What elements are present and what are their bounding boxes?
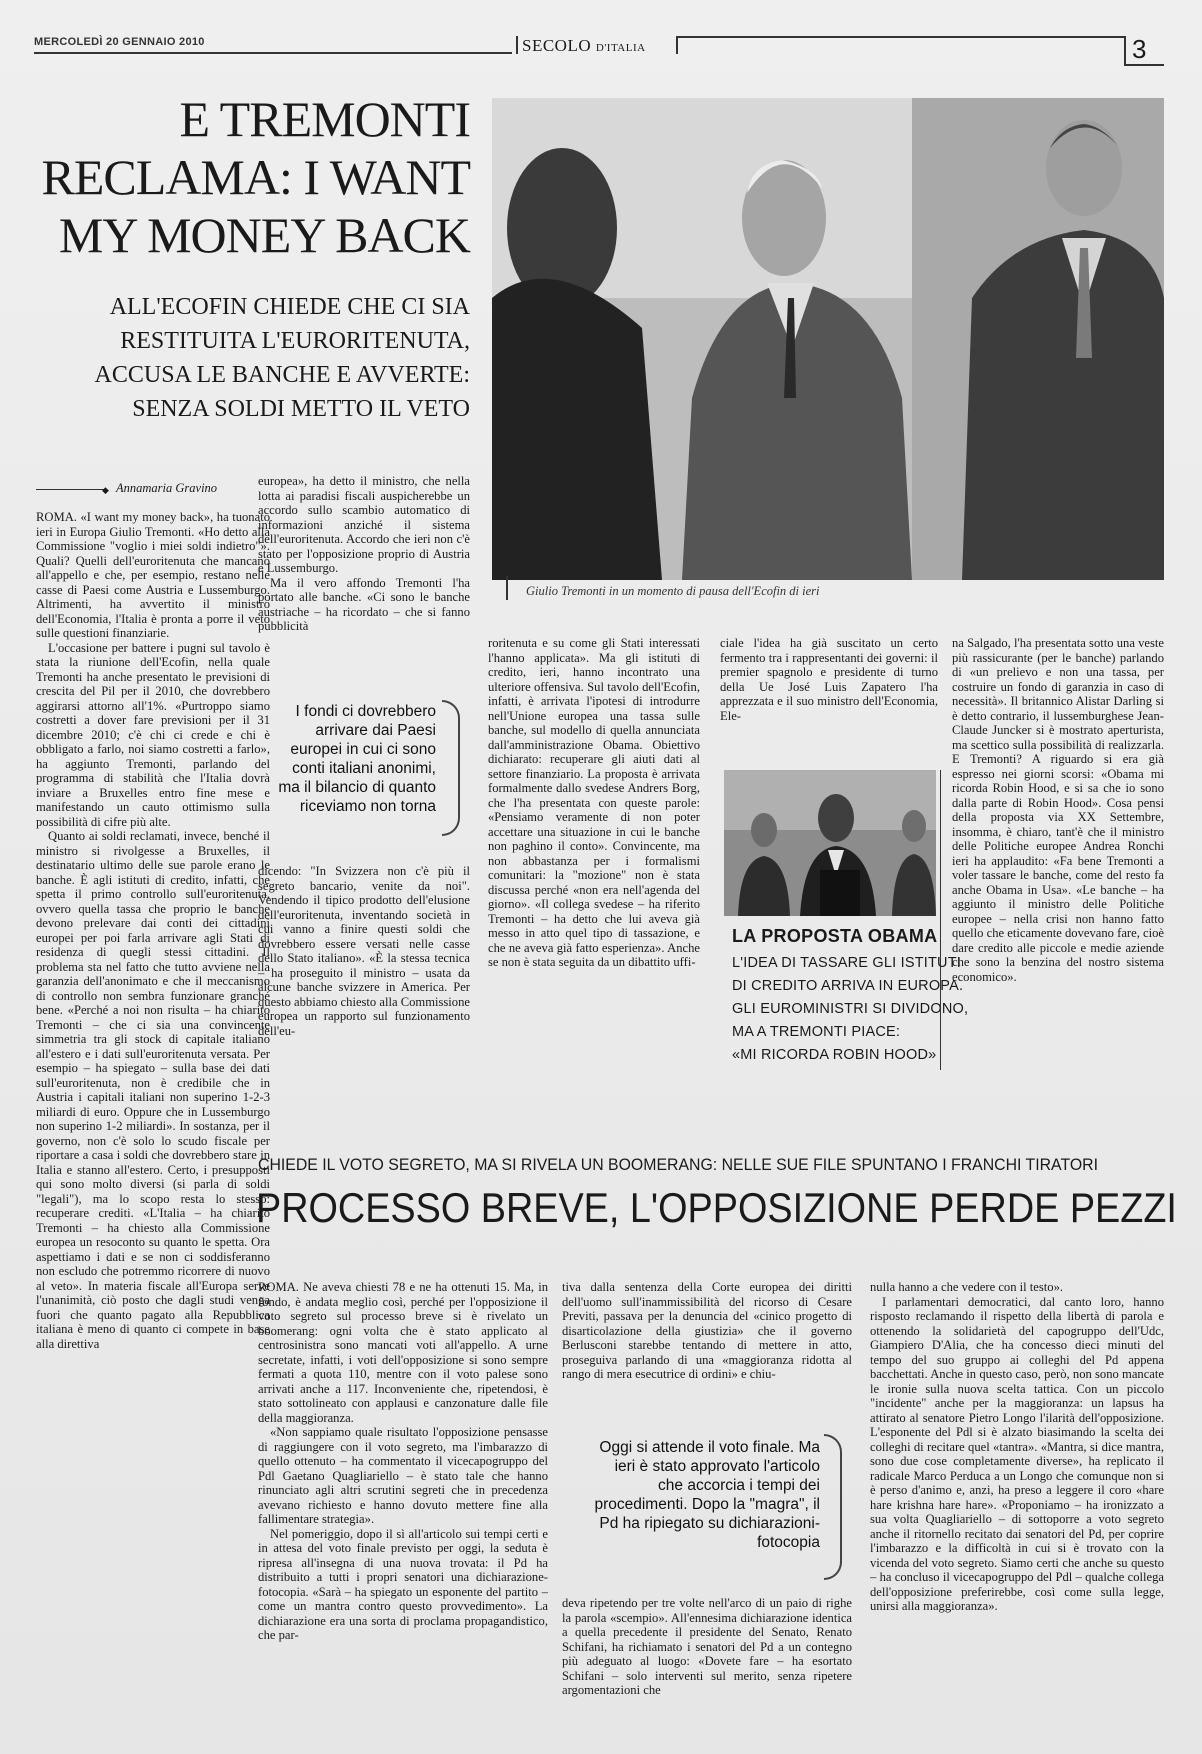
article-column xyxy=(36,510,270,1706)
masthead xyxy=(522,36,646,56)
paragraph: nulla hanno a che vedere con il testo». xyxy=(870,1280,1064,1294)
article-column xyxy=(488,636,700,1166)
byline-diamond: ◆ xyxy=(102,485,109,495)
box-title: LA PROPOSTA OBAMA xyxy=(732,926,938,946)
article-column xyxy=(870,1280,1164,1722)
article-column xyxy=(258,1280,548,1722)
box-deck xyxy=(732,952,968,1067)
paragraph: na Salgado, l'ha presentata sotto una veste più rassicurante (per le banche) parlando di «un prelievo e non una tassa, per costruire un fondo di garanzia in caso di necessità». Il britannico Alistar Darling si è detto contrario, il lussemburghese Jean-Claude Juncker si è mostrato aperturista, ma scettico sulla possibilità di realizzarla. E Tremonti? A riguardo si era già espresso nei giorni scorsi: «Obama mi ricorda Robin Hood, e si sa che io sono dalla parte di Robin Hood». Cosa pensi della proposta via XX Settembre, insomma, è chiaro, tant'è che il ministro delle Politiche europee Andrea Ronchi ieri ha applaudito: «Fa bene Tremonti a voler tassare le banche, come del resto fa anche Obama in Usa». «Le banche – ha aggiunto il ministro delle Politiche europee – nella crisi non hanno fatto quello che eticamente dovevano fare, cioè dare credito alle piccole e medie aziende che sono la benzina del nostro sistema economico». xyxy=(952,636,1164,984)
box-line: MA A TREMONTI PIACE: xyxy=(732,1024,901,1040)
box-line: «MI RICORDA ROBIN HOOD» xyxy=(732,1047,937,1063)
article-column xyxy=(562,1280,852,1440)
photo-illustration xyxy=(724,770,936,916)
paragraph: ROMA. «I want my money back», ha tuonato ieri in Europa Giulio Tremonti. «Ho detto alla Commissione "voglio i miei soldi indietro"». Quali? Quelli dell'euroritenuta che mancano all'appello e che, per esempio, restano nelle casse di Paesi come Austria e Lussemburgo. Altrimenti, ha avvertito il ministro dell'Economia, l'Italia è pronta a porre il veto sulle questioni finanziarie. xyxy=(36,510,270,640)
headline-line: E TREMONTI xyxy=(179,91,470,147)
pull-quote-brace xyxy=(442,700,460,836)
paragraph: europea», ha detto il ministro, che nella lotta ai paradisi fiscali auspicherebbe un accordo sullo scambio automatico di informazioni anziché il sistema dell'euroritenuta. Accordo che ieri non c'è stato per l'opposizione proprio di Austria e Lussemburgo. xyxy=(258,474,470,575)
paragraph: Quanto ai soldi reclamati, invece, benché il ministro si rivolgesse a Bruxelles, il destinatario ultimo delle sue parole erano le banche. È agli istituti di credito, infatti, che spetta il primo controllo sull'euroritenuta, ovvero quella tassa che proprio le banche devono prelevare dai conti dei cittadini europei per poi farla arrivare agli Stati di residenza di quegli stessi cittadini. Il problema sta nel fatto che tutto avviene nella garanzia dell'anonimato e che il meccanismo di controllo non sembra funzionare granché bene. «Perché a noi non risulta – ha chiarito Tremonti – che ci sia una convincente simmetria tra gli stock di capitale italiano all'estero e i dati sull'euroritenuta versata. Per esempio – ha spiegato – sulla base dei dati sull'euroritenuta, non è credibile che in Austria i capitali italiani non superino 1-2-3 miliardi di euro. Oppure che in Lussemburgo non superino 1-2 miliardi». In sostanza, per il governo, non c'è solo lo scudo fiscale per riportare a casa i soldi che dovrebbero stare in Italia e stanno all'estero. Certo, i presupposti qui sono molto diversi (si parla di soldi "legali"), ma lo scopo resta lo stesso: recuperare crediti. «L'Italia – ha chiarito Tremonti – ha chiesto alla Commissione europea un resoconto su quanto le spetta. Ora aspettiamo i dati e se non ci soddisferanno non escludo che potremmo ricorrere di nuovo al veto». In materia fiscale all'Europa serve l'unanimità, ciò posto che dagli studi venga fuori che quanto pagato alla Repubblica italiana è meno di quanto ci compete in base alla direttiva xyxy=(36,829,270,1351)
masthead-bracket-right xyxy=(676,36,678,54)
box-rule xyxy=(940,770,941,1070)
paragraph: tiva dalla sentenza della Corte europea dei diritti dell'uomo sull'inammissibilità del ricorso di Cesare Previti, passava per la denuncia del «cinico progetto di disarticolazione della giustizia» che il governo Berlusconi starebbe tentando di mettere in atto, proseguiva parlando di una «maggioranza ridotta al rango di mera esecutrice di ordini» e chiu- xyxy=(562,1280,852,1381)
article-column xyxy=(258,474,470,660)
issue-date: MERCOLEDÌ 20 GENNAIO 2010 xyxy=(34,36,205,48)
page-number: 3 xyxy=(1132,34,1147,64)
paragraph: dicendo: "In Svizzera non c'è più il segreto bancario, venite da noi". Vendendo il tipico prodotto dell'elusione dell'euroritenuta, inventando società in cui vanno a finire questi soldi che dovrebbero essere versati nelle casse dello Stato italiano». «È la stessa tecnica – ha proseguito il ministro – usata da alcune banche svizzere in America. Per questo abbiamo chiesto alla Commissione europea un rapporto sul funzionamento dell'eu- xyxy=(258,864,470,1038)
paragraph: roritenuta e su come gli Stati interessati l'hanno applicata». Ma gli istituti di credito, ieri, hanno incontrato una ulteriore offensiva. Sul tavolo dell'Ecofin, infatti, è arrivata l'ipotesi di introdurre nell'Unione europea una tassa sulle banche, sul modello di quella annunciata dall'amministrazione Obama. Obiettivo dichiarato: recuperare gli aiuti dati al settore finanziario. La proposta è arrivata formalmente dallo svedese Andrers Borg, che l'ha presentata con queste parole: «Pensiamo veramente di non poter accettare una situazione in cui le banche non paghino il conto». Convincente, ma non abbastanza per i formalismi comunitari: la "mozione" non è stata discussa perché «non era nell'agenda del giorno». «Il collega svedese – ha riferito Tremonti – ha detto che lui aveva già messo in atto quel tipo di tassazione, e che ne aveva già fatto esperienza». Anche se non è stata seguita da un dibattito uffi- xyxy=(488,636,700,969)
headline-line: RECLAMA: I WANT xyxy=(41,149,470,205)
paragraph: I parlamentari democratici, dal canto loro, hanno risposto reclamando il rispetto della libertà di parola e ottenendo la solidarietà del capogruppo dell'Udc, Giampiero D'Alia, che ha concesso dieci minuti del tempo del suo gruppo ai colleghi del Pd appena bacchettati. Anche in questo caso, però, non sono mancate le ironie sulla nuova scelta tattica. Con un piccolo "incidente" anche per la maggioranza: un lapsus ha attirato al senatore Pietro Longo l'ilarità dell'opposizione. L'esponente del Pdl si è alzato biasimando la scelta dei colleghi di recitare quel «tantra». «Mantra, si dice mantra, sono due cose completamente diverse», ha replicato il radicale Marco Perduca a un Longo che comunque non si è perso d'animo e, anzi, ha preso a leggere il coro «hare hare krishna hare hare». «Proponiamo – ha ironizzato a sua volta Quagliariello – di sottoporre a voto segreto anche il ritornello recitato dai senatori del Pd, per coprire l'imbarazzo e la difficoltà in cui si è trovato con la vicenda del voto segreto. Siamo certi che anche su questo – ha concluso il vicecapogruppo del Pdl – qualche collega dell'opposizione preferirebbe, così come sulla legge, unirsi alla maggioranza». xyxy=(870,1294,1164,1613)
article-column xyxy=(258,864,470,1158)
subheadline-line: RESTITUITA L'EURORITENUTA, xyxy=(120,328,470,354)
headline xyxy=(30,90,470,264)
photo-caption: Giulio Tremonti in un momento di pausa dell'Ecofin di ieri xyxy=(526,584,820,598)
subheadline-line: SENZA SOLDI METTO IL VETO xyxy=(132,396,470,422)
article-column xyxy=(720,636,938,746)
article2-headline: PROCESSO BREVE, L'OPPOSIZIONE PERDE PEZZI xyxy=(256,1184,1177,1231)
box-line: GLI EUROMINISTRI SI DIVIDONO, xyxy=(732,1001,969,1017)
headline-line: MY MONEY BACK xyxy=(58,207,470,263)
header-rule-left xyxy=(34,52,512,54)
paragraph: Nel pomeriggio, dopo il sì all'articolo sui tempi certi e in attesa del voto finale previsto per oggi, la seduta è ripresa all'insegna di una nuova trovata: il Pd ha distribuito a tutti i propri senatori una dichiarazione-fotocopia. «Sarà – ha spiegato un esponente del partito – come un mantra contro questo provvedimento». La dichiarazione era una sorta di proclama propagandistico, che par- xyxy=(258,1526,548,1642)
subheadline xyxy=(30,290,470,426)
paragraph: deva ripetendo per tre volte nell'arco di un paio di righe la parola «scempio». All'ennesima dichiarazione identica a quella precedente il presidente del Senato, Renato Schifani, ha richiamato i senatori del Pd a un contegno più adeguato al luogo: «Dovete fare – ha esortato Schifani – solo interventi sul merito, senza ripetere argomentazioni che xyxy=(562,1596,852,1697)
main-photo xyxy=(492,98,1164,580)
article-column xyxy=(562,1596,852,1722)
pull-quote: I fondi ci dovrebbero arrivare dai Paesi europei in cui ci sono conti italiani anonimi, ma il bilancio di quanto riceviamo non torna xyxy=(278,703,436,815)
masthead-small: D'ITALIA xyxy=(595,42,646,54)
photo-illustration xyxy=(492,98,1164,580)
pull-quote: Oggi si attende il voto finale. Ma ieri è stato approvato l'articolo che accorcia i tempi dei procedimenti. Dopo la "magra", il Pd ha ripiegato su dichiarazioni-fotocopia xyxy=(594,1439,820,1551)
article2-kicker: CHIEDE IL VOTO SEGRETO, MA SI RIVELA UN BOOMERANG: NELLE SUE FILE SPUNTANO I FRANCHI TIRATORI xyxy=(258,1156,1098,1174)
paragraph: ROMA. Ne aveva chiesti 78 e ne ha ottenuti 15. Ma, in fondo, è andata meglio così, perché per l'opposizione il voto segreto sul processo breve si è rivelato un boomerang: ogni volta che è stato applicato al centrosinistra sono mancati voti all'appello. A urne secretate, infatti, i voti dell'opposizione si sono sempre fermati a quota 110, mentre con il voto palese sono arrivati anche a 117. Inconveniente che, ripetendosi, è stato sottolineato con applausi e canzonature dalle file della maggioranza. xyxy=(258,1280,548,1425)
pull-quote-brace xyxy=(824,1434,842,1580)
paragraph: «Non sappiamo quale risultato l'opposizione pensasse di raggiungere con il voto segreto, ma l'imbarazzo di quello ottenuto – ha commentato il vicecapogruppo del Pdl Gaetano Quagliariello – è stato tale che hanno rinunciato agli altri scrutini segreti che in precedenza avevano richiesto e hanno dovuto mettere fine alla fallimentare strategia». xyxy=(258,1425,548,1526)
article-column xyxy=(952,636,1164,1094)
header-rule-right xyxy=(676,36,1126,38)
byline-rule xyxy=(36,489,106,490)
subheadline-line: ALL'ECOFIN CHIEDE CHE CI SIA xyxy=(109,294,470,320)
box-line: DI CREDITO ARRIVA IN EUROPA. xyxy=(732,978,964,994)
masthead-bracket-left xyxy=(516,36,518,54)
paragraph: Ma il vero affondo Tremonti l'ha portato alle banche. «Ci sono le banche austriache – ha ricordato – che si fanno pubblicità xyxy=(258,575,470,633)
paragraph: ciale l'idea ha già suscitato un certo fermento tra i rappresentanti dei governi: il premier spagnolo e presidente di turno della Ue José Luis Zapatero l'ha apprezzata e il suo ministro dell'Economia, Ele- xyxy=(720,636,938,723)
paragraph: L'occasione per battere i pugni sul tavolo è stata la riunione dell'Ecofin, nella quale Tremonti ha anche presentato le previsioni di crescita del Pil per il 2010, che dovrebbero aggirarsi attorno all'1%. «Purtroppo siamo costretti a dover fare previsioni per il 31 dicembre 2010; c'è chi ci crede e chi è obbligato a farlo, noi siamo costretti a farlo», ha aggiunto Tremonti, parlando del programma di stabilità che l'Italia dovrà inviare a Bruxelles entro fine mese e manifestando un cauto ottimismo sulla possibilità di cifre più alte. xyxy=(36,640,270,829)
obama-photo xyxy=(724,770,936,916)
caption-bar xyxy=(506,576,508,600)
byline: Annamaria Gravino xyxy=(116,481,218,495)
box-line: L'IDEA DI TASSARE GLI ISTITUTI xyxy=(732,955,962,971)
masthead-main: SECOLO xyxy=(522,36,592,55)
subheadline-line: ACCUSA LE BANCHE E AVVERTE: xyxy=(94,362,470,388)
